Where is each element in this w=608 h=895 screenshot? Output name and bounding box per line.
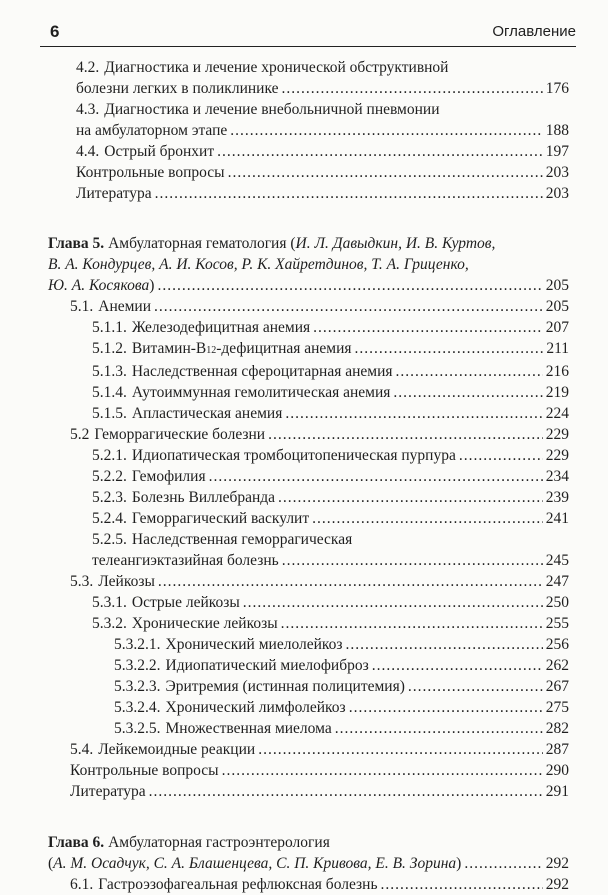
page-ref: 245 [545,552,569,569]
page-ref: 224 [545,405,569,422]
toc-entry-4-2[interactable]: 4.2. Диагностика и лечение хронической обструктивной болезни легких в поликлинике ..... 176 [48,57,569,99]
toc-entry-5-3-2-4[interactable]: 5.3.2.4. Хронический лимфолейкоз ..... 275 [48,697,569,718]
toc-entry-5-3[interactable]: 5.3. Лейкозы ..... 247 [48,571,569,592]
page-ref: 262 [545,657,569,674]
page-ref: 292 [545,876,569,893]
page-ref: 250 [545,594,569,611]
page-number: 6 [50,22,60,41]
toc-entry-5-3-2-5[interactable]: 5.3.2.5. Множественная миелома ..... 282 [48,718,569,739]
toc-entry-5-4[interactable]: 5.4. Лейкемоидные реакции ..... 287 [48,739,569,760]
chapter-5-heading[interactable]: Глава 5. Амбулаторная гематология (И. Л. Давыдкин, И. В. Куртов, В. А. Кондурцев, А. И. Косов, Р. К. Хайретдинов, Т. А. Гриценко, Ю. А. Косякова ) ..... 205 [48,233,569,296]
toc-entry-5-1-5[interactable]: 5.1.5. Апластическая анемия ..... 224 [48,403,569,424]
toc-entry-5-2-2[interactable]: 5.2.2. Гемофилия ..... 234 [48,466,569,487]
toc-entry-5-1-3[interactable]: 5.1.3. Наследственная сфероцитарная анемия ..... 216 [48,361,569,382]
page-ref: 247 [545,573,569,590]
toc-entry-review-questions[interactable]: Контрольные вопросы ..... 290 [48,760,569,781]
page-ref: 211 [546,340,569,357]
toc-entry-4-3[interactable]: 4.3. Диагностика и лечение внебольничной пневмонии на амбулаторном этапе ..... 188 [48,99,569,141]
page-ref: 188 [545,122,569,139]
toc-entry-6-1[interactable]: 6.1. Гастроэзофагеальная рефлюксная болезнь ..... 292 [48,874,569,895]
toc-entry-literature[interactable]: Литература ..... 203 [48,183,569,204]
page-ref: 229 [545,426,569,443]
toc-entry-5-1[interactable]: 5.1. Анемии ..... 205 [48,296,569,317]
toc-entry-5-1-1[interactable]: 5.1.1. Железодефицитная анемия ..... 207 [48,317,569,338]
toc-entry-5-2-5[interactable]: 5.2.5. Наследственная геморрагическая телеангиэктазийная болезнь ..... 245 [48,529,569,571]
toc-entry-5-2-1[interactable]: 5.2.1. Идиопатическая тромбоцитопеническая пурпура ..... 229 [48,445,569,466]
toc-entry-5-3-1[interactable]: 5.3.1. Острые лейкозы ..... 250 [48,592,569,613]
page-ref: 229 [545,447,569,464]
page-ref: 256 [545,636,569,653]
page-ref: 197 [545,143,569,160]
page-ref: 267 [545,678,569,695]
page-ref: 290 [545,762,569,779]
page-ref: 203 [545,185,569,202]
toc-entry-5-1-4[interactable]: 5.1.4. Аутоиммунная гемолитическая анемия ..... 219 [48,382,569,403]
page-ref: 291 [545,783,569,800]
toc-entry-5-3-2[interactable]: 5.3.2. Хронические лейкозы ..... 255 [48,613,569,634]
page-ref: 203 [545,164,569,181]
page-ref: 176 [545,80,569,97]
table-of-contents [48,57,569,895]
toc-entry-5-3-2-1[interactable]: 5.3.2.1. Хронический миелолейкоз ..... 256 [48,634,569,655]
toc-entry-5-3-2-3[interactable]: 5.3.2.3. Эритремия (истинная полицитемия) ..... 267 [48,676,569,697]
page-ref: 234 [545,468,569,485]
chapter-6-heading[interactable]: Глава 6. Амбулаторная гастроэнтерология ( А. М. Осадчук, С. А. Блашенцева, С. П. Кривова, Е. В. Зорина ) ..... 292 [48,832,569,874]
page-ref: 287 [545,741,569,758]
toc-entry-4-4[interactable]: 4.4. Острый бронхит ..... 197 [48,141,569,162]
page-ref: 241 [545,510,569,527]
page-ref: 292 [545,855,569,872]
page-ref: 216 [545,363,569,380]
running-head-title: Оглавление [492,23,576,40]
toc-entry-5-2-4[interactable]: 5.2.4. Геморрагический васкулит ..... 241 [48,508,569,529]
page-ref: 282 [545,720,569,737]
toc-entry-5-3-2-2[interactable]: 5.3.2.2. Идиопатический миелофиброз ..... 262 [48,655,569,676]
page-ref: 207 [545,319,569,336]
toc-entry-5-2-3[interactable]: 5.2.3. Болезнь Виллебранда ..... 239 [48,487,569,508]
toc-entry-literature[interactable]: Литература ..... 291 [48,781,569,802]
toc-entry-5-1-2[interactable]: 5.1.2. Витамин-B 12 -дефицитная анемия ..... 211 [48,338,569,361]
page-ref: 255 [545,615,569,632]
page-ref: 275 [545,699,569,716]
running-header [40,20,576,47]
page-ref: 205 [545,277,569,294]
page-ref: 239 [545,489,569,506]
toc-entry-review-questions[interactable]: Контрольные вопросы ..... 203 [48,162,569,183]
toc-entry-5-2[interactable]: 5.2 Геморрагические болезни ..... 229 [48,424,569,445]
page-ref: 205 [545,298,569,315]
page-ref: 219 [545,384,569,401]
